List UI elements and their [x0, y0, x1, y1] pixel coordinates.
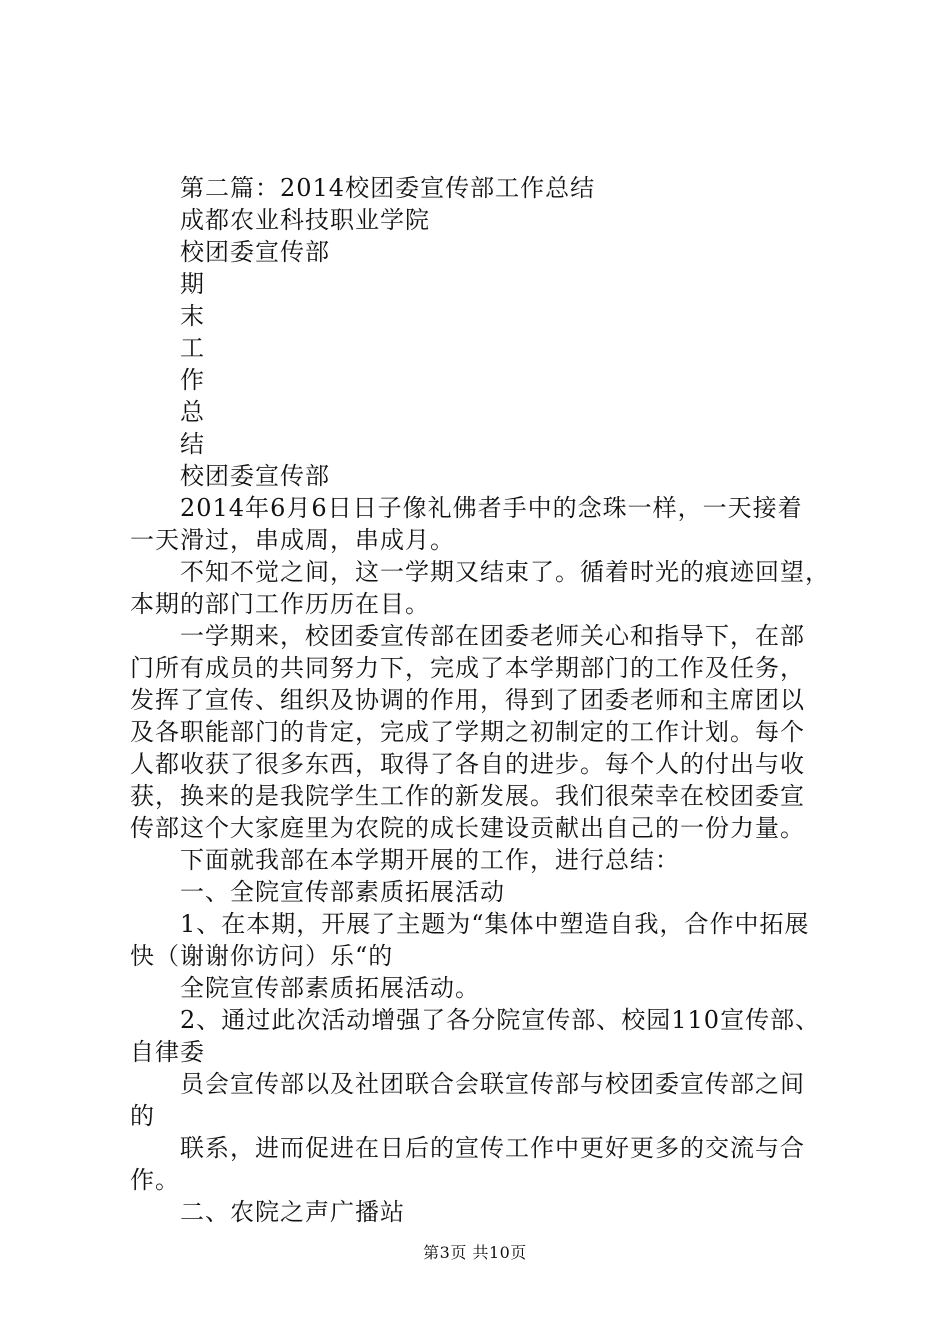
body-line: 及各职能部门的肯定，完成了学期之初制定的工作计划。每个 [130, 718, 805, 746]
page-footer: 第3页 共10页 [423, 1243, 527, 1262]
document-body [130, 172, 830, 1228]
header-line: 末 [180, 302, 205, 330]
body-line: 不知不觉之间，这一学期又结束了。循着时光的痕迹回望， [180, 558, 830, 586]
header-line: 总 [180, 398, 205, 426]
header-line: 工 [180, 334, 205, 362]
body-line: 2014年6月6日日子像礼佛者手中的念珠一样，一天接着 [180, 494, 803, 522]
document-title: 第二篇：2014校团委宣传部工作总结 [180, 174, 596, 202]
body-line: 发挥了宣传、组织及协调的作用，得到了团委老师和主席团以 [130, 686, 805, 714]
body-line: 一天滑过，串成周，串成月。 [130, 526, 455, 554]
body-line: 获，换来的是我院学生工作的新发展。我们很荣幸在校团委宣 [130, 782, 805, 810]
body-line: 本期的部门工作历历在目。 [130, 590, 430, 618]
body-line: 1、在本期，开展了主题为“集体中塑造自我，合作中拓展 [180, 910, 810, 938]
body-line: 下面就我部在本学期开展的工作，进行总结： [180, 846, 680, 874]
body-line: 联系，进而促进在日后的宣传工作中更好更多的交流与合 [180, 1134, 805, 1162]
section-heading: 一、全院宣传部素质拓展活动 [180, 878, 505, 906]
header-line: 成都农业科技职业学院 [180, 206, 430, 234]
header-line: 校团委宣传部 [180, 462, 330, 490]
header-line: 校团委宣传部 [180, 238, 330, 266]
header-line: 期 [180, 270, 205, 298]
body-line: 快（谢谢你访问）乐“的 [130, 942, 394, 970]
body-line: 门所有成员的共同努力下，完成了本学期部门的工作及任务， [130, 654, 805, 682]
body-line: 2、通过此次活动增强了各分院宣传部、校园110宣传部、 [180, 1006, 821, 1034]
section-heading: 二、农院之声广播站 [180, 1198, 405, 1226]
header-line: 作 [180, 366, 205, 394]
body-line: 自律委 [130, 1038, 205, 1066]
header-line: 结 [180, 430, 205, 458]
body-line: 员会宣传部以及社团联合会联宣传部与校团委宣传部之间 [180, 1070, 805, 1098]
body-line: 人都收获了很多东西，取得了各自的进步。每个人的付出与收 [130, 750, 805, 778]
body-line: 的 [130, 1102, 155, 1130]
body-line: 全院宣传部素质拓展活动。 [180, 974, 480, 1002]
body-line: 传部这个大家庭里为农院的成长建设贡献出自己的一份力量。 [130, 814, 805, 842]
body-line: 作。 [130, 1166, 180, 1194]
body-line: 一学期来，校团委宣传部在团委老师关心和指导下，在部 [180, 622, 805, 650]
